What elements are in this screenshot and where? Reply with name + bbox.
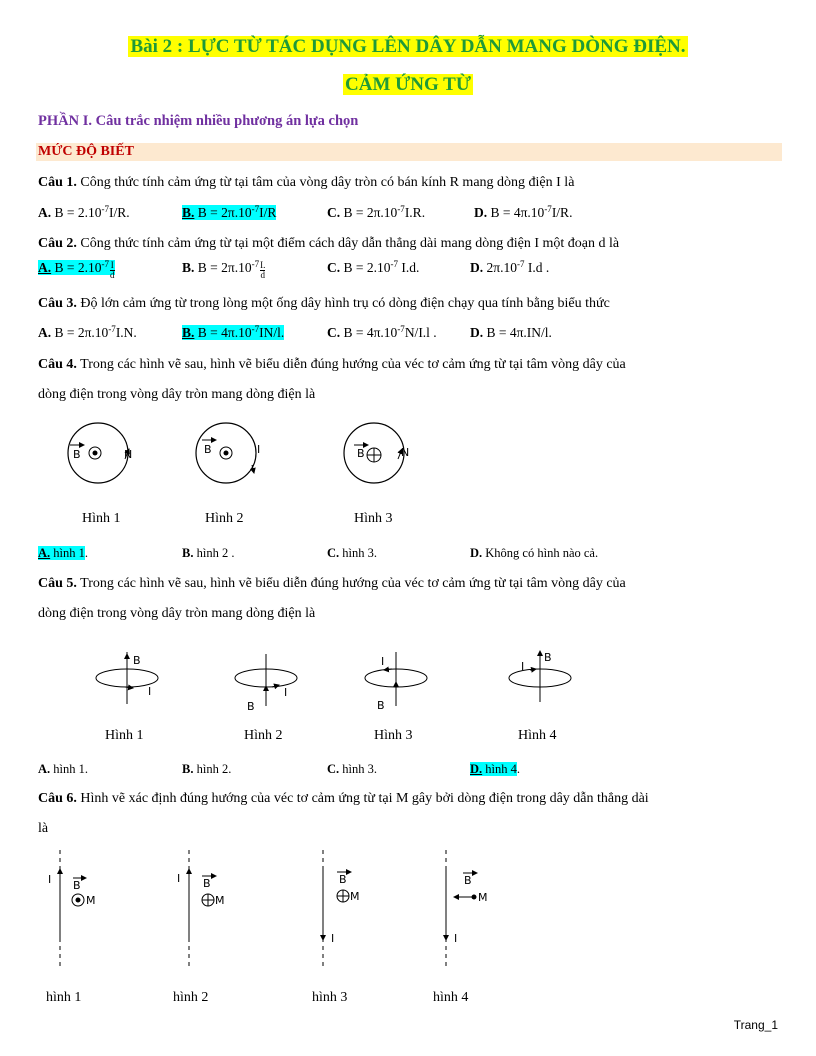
q4-caption-2: Hình 2	[205, 511, 244, 526]
svg-text:B: B	[357, 447, 365, 460]
svg-text:B: B	[73, 879, 81, 892]
question-5-cont: dòng điện trong vòng dây tròn mang dòng điện là	[38, 606, 316, 621]
q2-option-b: B. $B = 2\pi.10^{-7}$ $\frac{I.}{d}$	[182, 259, 266, 280]
q5-figure-3	[365, 652, 427, 712]
question-3: Câu 3. Độ lớn cảm ứng từ trong lòng một ống dây hình trụ có dòng điện chạy qua tính bằng biểu thức	[38, 296, 610, 311]
svg-text:I: I	[177, 872, 181, 885]
q4-option-b: B. hình 2 .	[182, 546, 235, 560]
q4-figures	[0, 415, 816, 535]
q6-figure-3	[323, 850, 360, 970]
q5-caption-1: Hình 1	[105, 728, 144, 743]
q6-figure-1	[48, 850, 96, 970]
q5-option-a: A. hình 1.	[38, 762, 89, 776]
question-2: Câu 2. Công thức tính cảm ứng từ tại một điểm cách dây dẫn thẳng dài mang dòng điện I một đoạn d là	[38, 236, 620, 251]
q4-figure-3	[344, 423, 409, 483]
svg-text:B: B	[133, 654, 141, 667]
q6-figures	[0, 845, 816, 975]
svg-text:I: I	[148, 685, 152, 698]
svg-text:B: B	[377, 699, 385, 712]
q1-option-d: D. $B = 4\pi.10^{-7}I/R$.	[474, 204, 573, 220]
page-footer: Trang_1	[733, 1018, 778, 1032]
q6-caption-4: hình 4	[433, 990, 469, 1005]
q4-caption-3: Hình 3	[354, 511, 393, 526]
q5-figure-2	[235, 654, 297, 713]
svg-text:B: B	[203, 877, 211, 890]
q3-option-a: A. $B = 2\pi.10^{-7}I.N$.	[38, 324, 137, 340]
svg-text:M: M	[478, 891, 488, 904]
q4-option-a: A. hình 1.	[38, 546, 89, 560]
q6-caption-2: hình 2	[173, 990, 209, 1005]
question-1: Câu 1. Công thức tính cảm ứng từ tại tâm của vòng dây tròn có bán kính R mang dòng điện I là	[38, 175, 575, 190]
q5-figure-1	[96, 652, 158, 704]
q2-option-a: A. $B = 2.10^{-7}$ $\frac{I}{d}$	[38, 259, 115, 280]
q4-option-d: D. Không có hình nào cả.	[470, 546, 599, 560]
q5-figure-4	[509, 651, 571, 702]
svg-text:N: N	[401, 446, 410, 459]
svg-text:B: B	[247, 700, 255, 713]
q6-figure-2	[177, 850, 225, 970]
q1-option-a: A. $B = 2.10^{-7}I/R$.	[38, 204, 130, 220]
q3-option-b: B. $B = 4\pi.10^{-7}IN/l$.	[182, 324, 285, 340]
q2-option-c: C. $B = 2.10^{-7}$ I.d.	[327, 259, 420, 275]
q3-option-d: D. B = 4π.IN/l.	[470, 325, 552, 340]
q5-option-c: C. hình 3.	[327, 762, 378, 776]
question-6: Câu 6. Hình vẽ xác định đúng hướng của véc tơ cảm ứng từ tại M gây bởi dòng điện trong dây dẫn thẳng dài	[38, 791, 649, 806]
svg-text:I: I	[331, 932, 335, 945]
q3-option-c: C. $B = 4\pi.10^{-7}N/I.l$ .	[327, 324, 437, 340]
svg-text:I: I	[48, 873, 52, 886]
part-heading: PHẦN I. Câu trắc nhiệm nhiều phương án lựa chọn	[38, 113, 359, 129]
svg-text:I: I	[521, 660, 525, 673]
svg-text:B: B	[464, 874, 472, 887]
q5-caption-2: Hình 2	[244, 728, 283, 743]
question-4-cont: dòng điện trong vòng dây tròn mang dòng điện là	[38, 387, 316, 402]
svg-text:B: B	[73, 448, 81, 461]
q4-figure-2	[196, 423, 260, 483]
level-heading: MỨC ĐỘ BIẾT	[36, 143, 782, 161]
svg-text:I: I	[257, 443, 261, 456]
title-line-1: Bài 2 : LỰC TỪ TÁC DỤNG LÊN DÂY DẪN MANG DÒNG ĐIỆN.	[130, 36, 686, 57]
svg-text:N: N	[124, 448, 133, 461]
q5-option-d: D. hình 4.	[470, 762, 521, 776]
q6-figure-4	[446, 850, 488, 970]
svg-text:M: M	[215, 894, 225, 907]
q2-option-d: D. $2\pi.10^{-7}$ I.d .	[470, 259, 550, 275]
svg-text:M: M	[86, 894, 96, 907]
svg-text:I: I	[454, 932, 458, 945]
q4-figure-1	[68, 423, 132, 483]
svg-text:B: B	[339, 873, 347, 886]
svg-text:I: I	[381, 655, 385, 668]
question-6-cont: là	[38, 821, 49, 836]
q6-caption-1: hình 1	[46, 990, 82, 1005]
q5-caption-4: Hình 4	[518, 728, 557, 743]
svg-text:B: B	[204, 443, 212, 456]
q1-option-c: C. $B = 2\pi.10^{-7}I.R$.	[327, 204, 426, 220]
title-line-2: CẢM ỨNG TỪ	[345, 74, 471, 95]
svg-text:I: I	[284, 686, 288, 699]
svg-text:B: B	[544, 651, 552, 664]
q5-figures	[0, 640, 816, 725]
q6-caption-3: hình 3	[312, 990, 348, 1005]
q5-caption-3: Hình 3	[374, 728, 413, 743]
q4-caption-1: Hình 1	[82, 511, 121, 526]
svg-text:M: M	[350, 890, 360, 903]
q5-option-b: B. hình 2.	[182, 762, 232, 776]
q4-option-c: C. hình 3.	[327, 546, 378, 560]
q1-option-b: B. $B = 2\pi.10^{-7}I/R$	[182, 204, 277, 220]
question-4: Câu 4. Trong các hình vẽ sau, hình vẽ biểu diễn đúng hướng của véc tơ cảm ứng từ tại tâm vòng dây của	[38, 357, 626, 372]
question-5: Câu 5. Trong các hình vẽ sau, hình vẽ biểu diễn đúng hướng của véc tơ cảm ứng từ tại tâm vòng dây của	[38, 576, 626, 591]
